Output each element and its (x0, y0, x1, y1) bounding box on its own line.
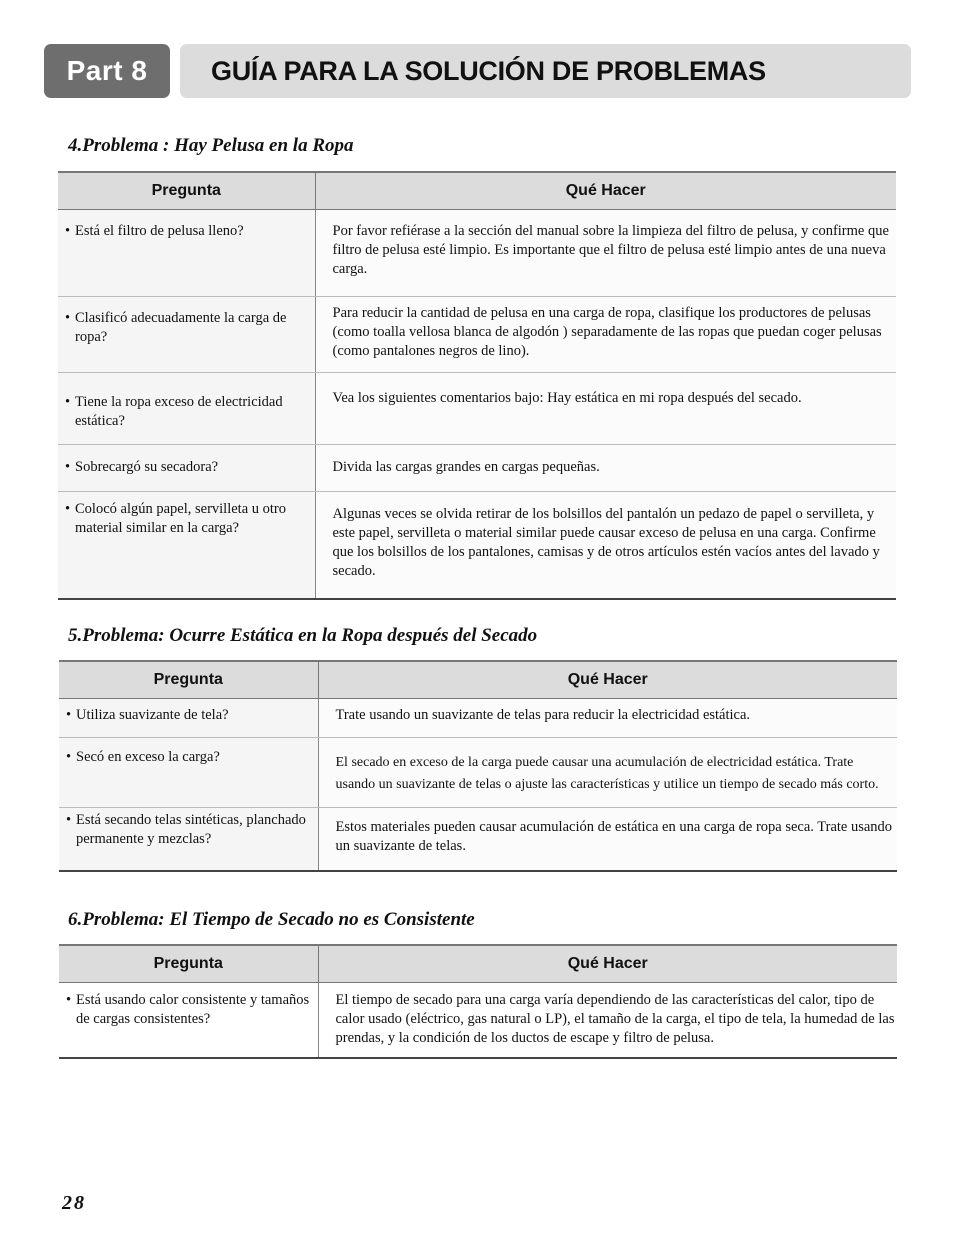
table-row (59, 699, 897, 738)
static-troubleshooting-table (59, 660, 897, 872)
part-badge: Part 8 (44, 44, 170, 98)
table-row (59, 808, 897, 871)
page-number: 28 (62, 1192, 86, 1214)
table-row (59, 983, 897, 1058)
section-title-lint: 4.Problema : Hay Pelusa en la Ropa (68, 135, 354, 156)
answer-text: Vea los siguientes comentarios bajo: Hay estática en mi ropa después del secado. (332, 390, 802, 406)
column-header-question: Pregunta (59, 661, 318, 699)
question-cell (58, 210, 315, 297)
question-cell (58, 445, 315, 492)
bullet: • (65, 223, 71, 239)
drying-time-troubleshooting-table (59, 944, 897, 1059)
bullet: • (65, 459, 71, 475)
question-text: Tiene la ropa exceso de electricidad estática? (75, 394, 283, 429)
answer-text: Para reducir la cantidad de pelusa en una carga de ropa, clasifique los productores de pelusas (como toalla vellosa blanca de algodón ) separadamente de las ropas que puedan coger pelusas (como pantalones negros de lino). (332, 305, 882, 359)
question-cell (58, 373, 315, 445)
answer-text: El secado en exceso de la carga puede causar una acumulación de electricidad estática. Trate usando un suavizante de telas o ajuste las características y utilice un tiempo de secado más corto. (335, 755, 879, 792)
question-cell (59, 738, 318, 808)
lint-troubleshooting-table (58, 171, 896, 600)
bullet: • (66, 707, 72, 723)
question-text: Colocó algún papel, servilleta u otro material similar en la carga? (75, 501, 287, 536)
question-cell (59, 983, 318, 1058)
answer-cell (318, 808, 897, 871)
table-row (58, 373, 896, 445)
answer-cell (318, 738, 897, 808)
answer-text: Por favor refiérase a la sección del manual sobre la limpieza del filtro de pelusa, y confirme que filtro de pelusa esté limpio. Es importante que el filtro de pelusa esté limpio antes de una nueva carga. (332, 223, 889, 277)
question-text: Clasificó adecuadamente la carga de ropa? (75, 310, 287, 345)
page-title: GUÍA PARA LA SOLUCIÓN DE PROBLEMAS (180, 44, 911, 98)
question-cell (59, 808, 318, 871)
bullet: • (65, 394, 71, 410)
answer-text: El tiempo de secado para una carga varía dependiendo de las características del calor, tipo de calor usado (eléctrico, gas natural o LP), el tamaño de la carga, el tipo de tela, la humedad de las prendas, y la condición de los ductos de escape y filtro de pelusa. (335, 992, 895, 1046)
answer-cell (315, 445, 896, 492)
answer-text: Trate usando un suavizante de telas para reducir la electricidad estática. (335, 707, 751, 723)
answer-cell (318, 699, 897, 738)
question-text: Sobrecargó su secadora? (75, 459, 219, 475)
page-header (44, 44, 911, 98)
table-row (58, 297, 896, 373)
question-text: Está secando telas sintéticas, planchado permanente y mezclas? (76, 812, 306, 847)
answer-cell (315, 297, 896, 373)
table-header-row (59, 661, 897, 699)
section-title-drying-time: 6.Problema: El Tiempo de Secado no es Consistente (68, 909, 475, 930)
answer-text: Divida las cargas grandes en cargas pequeñas. (332, 459, 600, 475)
column-header-action: Qué Hacer (318, 945, 897, 983)
bullet: • (65, 310, 71, 326)
bullet: • (66, 749, 72, 765)
question-text: Secó en exceso la carga? (76, 749, 220, 765)
question-text: Utiliza suavizante de tela? (76, 707, 229, 723)
question-cell (58, 297, 315, 373)
question-text: Está usando calor consistente y tamaños de cargas consistentes? (76, 992, 310, 1027)
question-cell (58, 492, 315, 599)
table-header-row (59, 945, 897, 983)
bullet: • (65, 501, 71, 517)
table-row (58, 445, 896, 492)
answer-cell (315, 210, 896, 297)
answer-cell (318, 983, 897, 1058)
column-header-action: Qué Hacer (318, 661, 897, 699)
column-header-question: Pregunta (59, 945, 318, 983)
bullet: • (66, 992, 72, 1008)
section-title-static: 5.Problema: Ocurre Estática en la Ropa después del Secado (68, 625, 538, 646)
question-cell (59, 699, 318, 738)
table-row (58, 210, 896, 297)
table-header-row (58, 172, 896, 210)
table-row (58, 492, 896, 599)
answer-cell (315, 373, 896, 445)
table-row (59, 738, 897, 808)
bullet: • (66, 812, 72, 828)
question-text: Está el filtro de pelusa lleno? (75, 223, 244, 239)
answer-text: Algunas veces se olvida retirar de los bolsillos del pantalón un pedazo de papel o servilleta, y este papel, servilleta o material similar puede causar exceso de pelusa en una carga. Confirme que los bolsillos de los pantalones, camisas y de otros artículos estén vacíos antes del lavado y secado. (332, 506, 880, 579)
answer-text: Estos materiales pueden causar acumulación de estática en una carga de ropa seca. Trate usando un suavizante de telas. (335, 819, 893, 854)
column-header-question: Pregunta (58, 172, 315, 210)
answer-cell (315, 492, 896, 599)
column-header-action: Qué Hacer (315, 172, 896, 210)
